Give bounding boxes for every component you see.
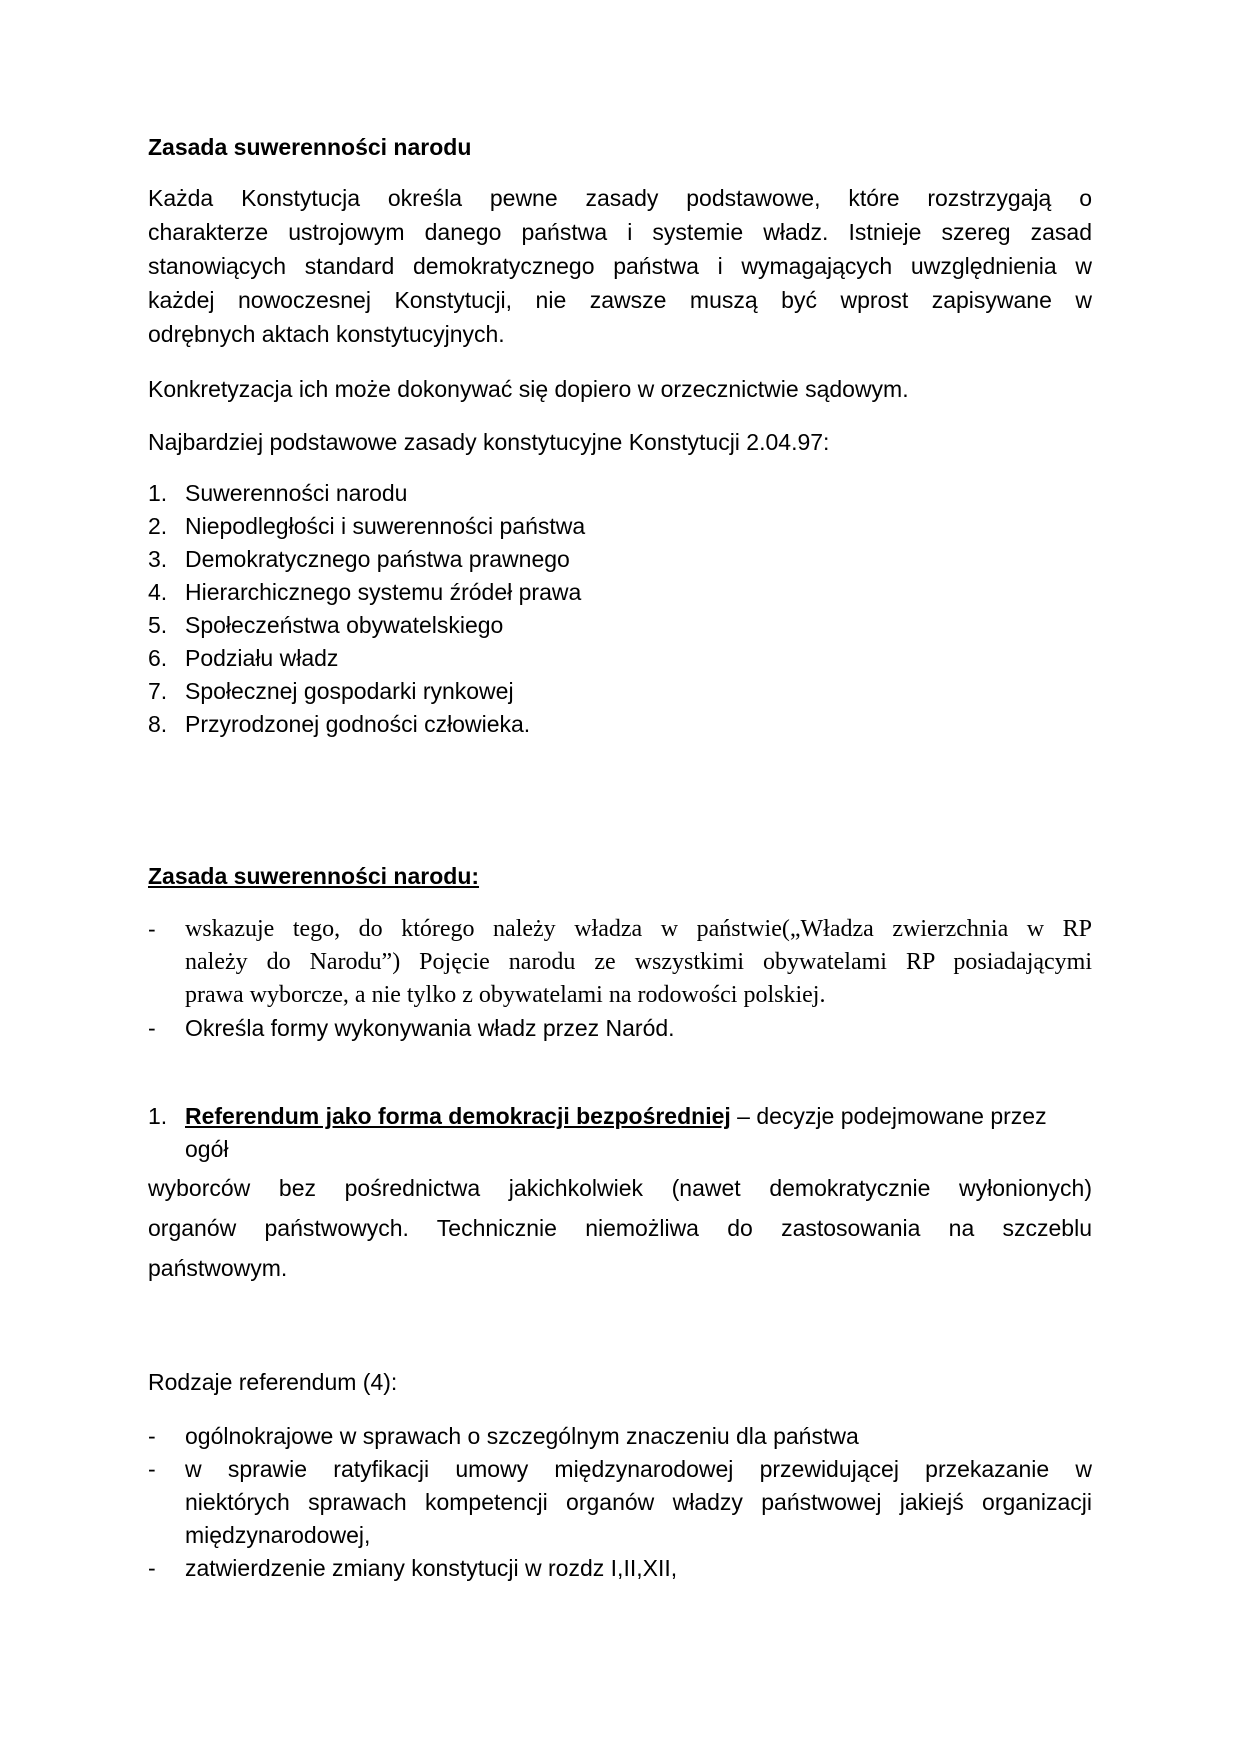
intro-line: każdej nowoczesnej Konstytucji, nie zawsze muszą być wprost zapisywane w — [148, 287, 1092, 313]
list-item: 7. Społecznej gospodarki rynkowej — [148, 678, 514, 704]
list-item: 2. Niepodległości i suwerenności państwa — [148, 513, 586, 539]
paragraph-principles-intro: Najbardziej podstawowe zasady konstytucyjne Konstytucji 2.04.97: — [148, 429, 830, 455]
list-item: 3. Demokratycznego państwa prawnego — [148, 546, 570, 572]
paragraph-concretization: Konkretyzacja ich może dokonywać się dopiero w orzecznictwie sądowym. — [148, 376, 909, 402]
section-bullets — [148, 913, 1092, 1045]
list-item: 5. Społeczeństwa obywatelskiego — [148, 612, 504, 638]
referendum-heading: Referendum jako forma demokracji bezpośredniej — [185, 1103, 731, 1129]
intro-line: stanowiących standard demokratycznego państwa i wymagających uwzględnienia w — [148, 253, 1092, 279]
list-item: - w sprawie ratyfikacji umowy międzynarodowej przewidującej przekazanie w niektórych sprawach kompetencji organów władzy państwowej jakiejś organizacji międzynarodowej, — [148, 1456, 1092, 1548]
principles-list — [148, 477, 1092, 741]
list-item: 8. Przyrodzonej godności człowieka. — [148, 711, 531, 737]
list-item: 1. Suwerenności narodu — [148, 480, 408, 506]
section-heading: Zasada suwerenności narodu: — [148, 863, 480, 889]
list-item: - wskazuje tego, do którego należy władza w państwie(„Władza zwierzchnia w RP należy do Narodu”) Pojęcie narodu ze wszystkimi obywatelami RP posiadającymi prawa wyborcze, a nie tylko z obywatelami na rodowości polskiej. — [148, 916, 1092, 1008]
document-title: Zasada suwerenności narodu — [148, 134, 472, 160]
referendum-item: 1. Referendum jako forma demokracji bezpośredniej – decyzje podejmowane przez ogół — [148, 1103, 1047, 1162]
intro-line: charakterze ustrojowym danego państwa i systemie władz. Istnieje szereg zasad — [148, 219, 1092, 245]
intro-line: odrębnych aktach konstytucyjnych. — [148, 321, 505, 347]
list-item: - Określa formy wykonywania władz przez Naród. — [148, 1015, 675, 1041]
types-heading: Rodzaje referendum (4): — [148, 1369, 398, 1395]
list-item: - zatwierdzenie zmiany konstytucji w rozdz I,II,XII, — [148, 1555, 678, 1581]
intro-line: Każda Konstytucja określa pewne zasady podstawowe, które rozstrzygają o — [148, 185, 1092, 211]
intro-paragraph — [148, 181, 1092, 351]
referendum-types-list — [148, 1420, 1092, 1585]
referendum-description: wyborców bez pośrednictwa jakichkolwiek (nawet demokratycznie wyłonionych) organów państwowych. Technicznie niemożliwa do zastosowania na szczeblu państwowym. — [148, 1175, 1092, 1281]
list-item: 4. Hierarchicznego systemu źródeł prawa — [148, 579, 582, 605]
list-item: 6. Podziału władz — [148, 645, 339, 671]
list-item: - ogólnokrajowe w sprawach o szczególnym znaczeniu dla państwa — [148, 1423, 859, 1449]
